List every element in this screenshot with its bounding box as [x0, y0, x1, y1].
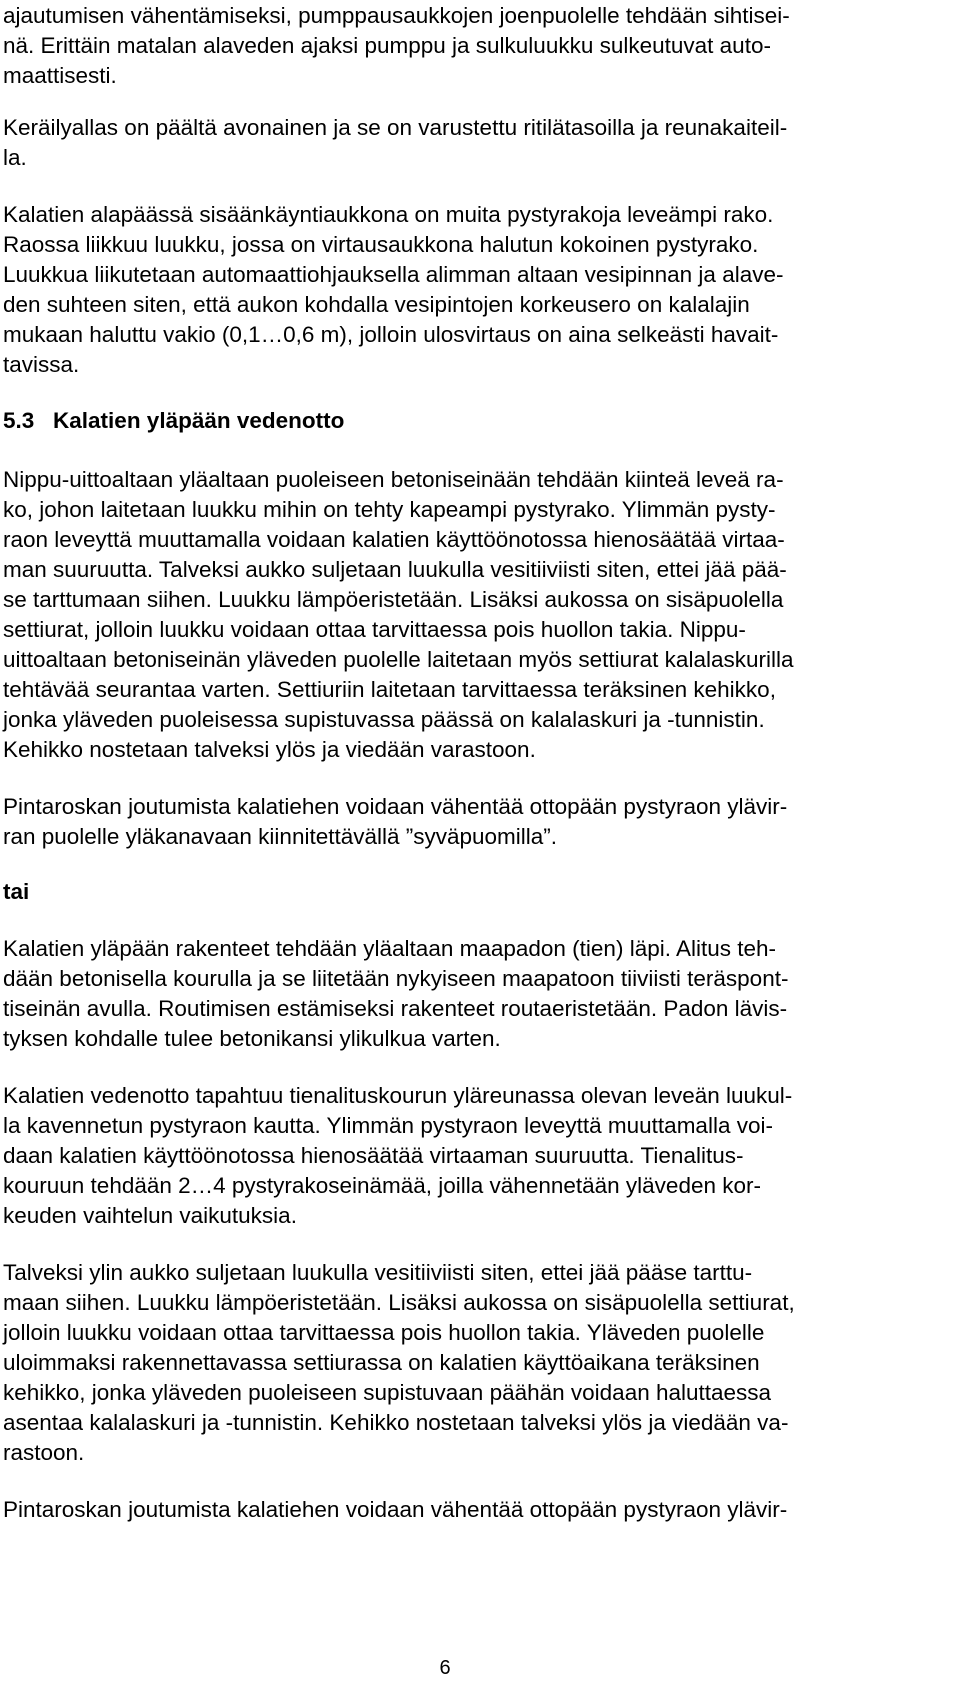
paragraph-8-line-7: rastoon. — [3, 1440, 85, 1465]
paragraph-4-line-5: se tarttumaan siihen. Luukku lämpöeristetään. Lisäksi aukossa on sisäpuolella — [3, 587, 784, 612]
paragraph-8-line-6: asentaa kalalaskuri ja -tunnistin. Kehikko nostetaan talveksi ylös ja viedään va- — [3, 1410, 789, 1435]
paragraph-8-line-1: Talveksi ylin aukko suljetaan luukulla vesitiiviisti siten, ettei jää pääse tarttu- — [3, 1260, 753, 1285]
paragraph-4-line-4: man suuruutta. Talveksi aukko suljetaan luukulla vesitiiviisti siten, ettei jää pää- — [3, 557, 787, 582]
paragraph-5-line-2: ran puolelle yläkanavaan kiinnitettävällä ”syväpuomilla”. — [3, 824, 558, 849]
paragraph-3-line-6: tavissa. — [3, 352, 80, 377]
alternative-heading: tai — [3, 879, 30, 904]
paragraph-6-line-2: dään betonisella kourulla ja se liitetään nykyiseen maapatoon tiiviisti teräspont- — [3, 966, 789, 991]
paragraph-7-line-1: Kalatien vedenotto tapahtuu tienalituskourun yläreunassa olevan leveän luukul- — [3, 1083, 793, 1108]
paragraph-4-line-8: tehtävää seurantaa varten. Settiuriin laitetaan tarvittaessa teräksinen kehikko, — [3, 677, 776, 702]
paragraph-4-line-7: uittoaltaan betoniseinän yläveden puolelle laitetaan myös settiurat kalalaskurilla — [3, 647, 794, 672]
paragraph-3-line-5: mukaan haluttu vakio (0,1…0,6 m), jolloin ulosvirtaus on aina selkeästi havait- — [3, 322, 779, 347]
paragraph-3-line-1: Kalatien alapäässä sisäänkäyntiaukkona on muita pystyrakoja leveämpi rako. — [3, 202, 774, 227]
paragraph-1-line-2: nä. Erittäin matalan alaveden ajaksi pumppu ja sulkuluukku sulkeutuvat auto- — [3, 33, 771, 58]
paragraph-4-line-3: raon leveyttä muuttamalla voidaan kalatien käyttöönotossa hienosäätää virtaa- — [3, 527, 785, 552]
paragraph-4-line-9: jonka yläveden puoleisessa supistuvassa päässä on kalalaskuri ja -tunnistin. — [3, 707, 765, 732]
paragraph-1-line-1: ajautumisen vähentämiseksi, pumppausaukkojen joenpuolelle tehdään sihtisei- — [3, 3, 790, 28]
paragraph-2-line-1: Keräilyallas on päältä avonainen ja se on varustettu ritilätasoilla ja reunakaiteil- — [3, 115, 788, 140]
paragraph-8-line-3: jolloin luukku voidaan ottaa tarvittaessa pois huollon takia. Yläveden puolelle — [3, 1320, 765, 1345]
paragraph-1-line-3: maattisesti. — [3, 63, 117, 88]
paragraph-5-line-1: Pintaroskan joutumista kalatiehen voidaan vähentää ottopään pystyraon ylävir- — [3, 794, 788, 819]
paragraph-9-line-1: Pintaroskan joutumista kalatiehen voidaan vähentää ottopään pystyraon ylävir- — [3, 1497, 788, 1522]
paragraph-6-line-1: Kalatien yläpään rakenteet tehdään yläaltaan maapadon (tien) läpi. Alitus teh- — [3, 936, 777, 961]
paragraph-7-line-2: la kavennetun pystyraon kautta. Ylimmän pystyraon leveyttä muuttamalla voi- — [3, 1113, 773, 1138]
section-heading: 5.3 Kalatien yläpään vedenotto — [3, 408, 345, 433]
paragraph-4-line-2: ko, johon laitetaan luukku mihin on tehty kapeampi pystyrako. Ylimmän pysty- — [3, 497, 776, 522]
paragraph-7-line-5: keuden vaihtelun vaikutuksia. — [3, 1203, 297, 1228]
paragraph-2-line-2: la. — [3, 145, 27, 170]
paragraph-8-line-2: maan siihen. Luukku lämpöeristetään. Lisäksi aukossa on sisäpuolella settiurat, — [3, 1290, 795, 1315]
paragraph-8-line-4: uloimmaksi rakennettavassa settiurassa on kalatien käyttöaikana teräksinen — [3, 1350, 760, 1375]
paragraph-6-line-4: tyksen kohdalle tulee betonikansi ylikulkua varten. — [3, 1026, 501, 1051]
paragraph-4-line-1: Nippu-uittoaltaan yläaltaan puoleiseen betoniseinään tehdään kiinteä leveä ra- — [3, 467, 784, 492]
paragraph-6-line-3: tiseinän avulla. Routimisen estämiseksi rakenteet routaeristetään. Padon lävis- — [3, 996, 788, 1021]
paragraph-4-line-10: Kehikko nostetaan talveksi ylös ja viedään varastoon. — [3, 737, 536, 762]
paragraph-3-line-4: den suhteen siten, että aukon kohdalla vesipintojen korkeusero on kalalajin — [3, 292, 750, 317]
paragraph-3-line-3: Luukkua liikutetaan automaattiohjauksella alimman altaan vesipinnan ja alave- — [3, 262, 784, 287]
paragraph-3-line-2: Raossa liikkuu luukku, jossa on virtausaukkona halutun kokoinen pystyrako. — [3, 232, 759, 257]
paragraph-7-line-4: kouruun tehdään 2…4 pystyrakoseinämää, joilla vähennetään yläveden kor- — [3, 1173, 761, 1198]
paragraph-7-line-3: daan kalatien käyttöönotossa hienosäätää virtaaman suuruutta. Tienalitus- — [3, 1143, 744, 1168]
paragraph-8-line-5: kehikko, jonka yläveden puoleiseen supistuvaan päähän voidaan haluttaessa — [3, 1380, 772, 1405]
paragraph-4-line-6: settiurat, jolloin luukku voidaan ottaa tarvittaessa pois huollon takia. Nippu- — [3, 617, 746, 642]
page-number: 6 — [439, 1657, 451, 1679]
